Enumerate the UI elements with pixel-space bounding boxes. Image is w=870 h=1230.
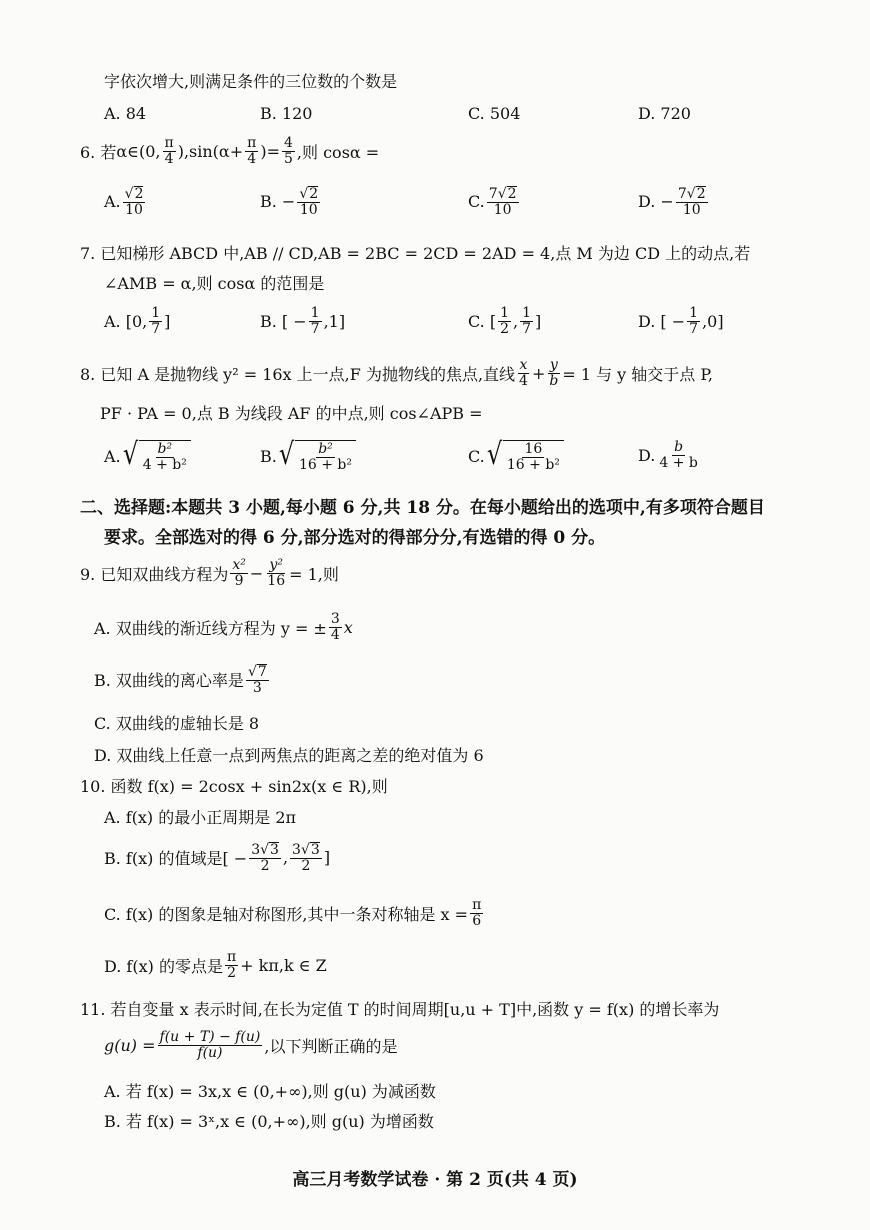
q8-option-c: C. √ $\frac{16}{\text{16 + b²}}$ <box>468 440 564 472</box>
q11-option-a: A. 若 f(x) = 3x,x ∈ (0,+∞),则 g(u) 为减函数 <box>104 1082 436 1101</box>
q6-number: 6. 若 <box>80 142 117 162</box>
q11-stem-line1: 11. 若自变量 x 表示时间,在长为定值 T 的时间周期[u,u + T]中,函数 y = f(x) 的增长率为 <box>80 1000 720 1019</box>
q7-option-c: C. [ $\frac{1}{2}$ , $\frac{1}{7}$ ] <box>468 305 542 337</box>
q8-option-b: B. √ $\frac{\text{b²}}{\text{16 + b²}}$ <box>260 440 356 472</box>
q5-option-c: C. 504 <box>468 104 521 123</box>
section2-line2: 要求。全部选对的得 6 分,部分选对的得部分分,有选错的得 0 分。 <box>104 528 606 548</box>
q7-option-b: B. [ − $\frac{1}{7}$ ,1] <box>260 305 346 337</box>
q9-option-a: A. 双曲线的渐近线方程为 y = ± $\frac{3}{4}$ x <box>94 611 353 643</box>
q11-growth-rate-formula: g(u) = $\frac{f(u + T) - f(u)}{f(u)}$ ,以下判断正确的是 <box>104 1029 398 1061</box>
q5-option-d: D. 720 <box>638 104 691 123</box>
q6-text-1: α∈(0, <box>116 141 161 161</box>
section2-line1: 二、选择题:本题共 3 小题,每小题 6 分,共 18 分。在每小题给出的选项中,有多项符合题目 <box>80 498 765 518</box>
q7-option-a: A. [0, $\frac{1}{7}$ ] <box>104 305 171 337</box>
q7-stem-line1: 7. 已知梯形 ABCD 中,AB // CD,AB = 2BC = 2CD = 2AD = 4,点 M 为边 CD 上的动点,若 <box>80 244 751 263</box>
q6-text-2: ),sin(α+ <box>177 141 244 161</box>
q8-option-a: A. √ $\frac{\text{b²}}{\text{4 + b²}}$ <box>104 440 191 472</box>
q6-option-c: C. $\frac{7√2}{10}$ <box>468 186 517 218</box>
q8-stem-line2: PF · PA = 0,点 B 为线段 AF 的中点,则 cos∠APB = <box>100 404 483 423</box>
q11-option-b: B. 若 f(x) = 3ˣ,x ∈ (0,+∞),则 g(u) 为增函数 <box>104 1112 434 1131</box>
q5-stem-continuation: 字依次增大,则满足条件的三位数的个数是 <box>104 72 398 91</box>
q7-stem-line2: ∠AMB = α,则 cosα 的范围是 <box>104 274 325 293</box>
q8-stem-line1: 8. 已知 A 是抛物线 y² = 16x 上一点,F 为抛物线的焦点,直线 $\frac{x}{4}$ + $\frac{y}{b}$ = 1 与 y 轴交于点 P, <box>80 357 713 389</box>
q8-option-d: D. $\frac{b}{4 + b}$ <box>638 439 698 471</box>
q6-stem <box>80 136 379 166</box>
q6-frac-pi-4b: $\frac{\pi}{4}$ <box>247 135 257 167</box>
q6-option-b: B. − $\frac{√2}{10}$ <box>260 186 319 218</box>
q5-option-b: B. 120 <box>260 104 313 123</box>
q9-option-c: C. 双曲线的虚轴长是 8 <box>94 714 260 733</box>
q9-stem: 9. 已知双曲线方程为 $\frac{\text{x²}}{9}$ − $\frac{\text{y²}}{16}$ = 1,则 <box>80 557 339 589</box>
q7-option-d: D. [ − $\frac{1}{7}$ ,0] <box>638 305 724 337</box>
q6-frac-pi-4: $\frac{\pi}{4}$ <box>164 135 174 167</box>
q10-stem: 10. 函数 f(x) = 2cosx + sin2x(x ∈ R),则 <box>80 777 388 796</box>
q10-option-d: D. f(x) 的零点是 $\frac{\pi}{2}$ + kπ,k ∈ Z <box>104 949 327 981</box>
q9-option-b: B. 双曲线的离心率是 $\frac{√7}{3}$ <box>94 664 267 696</box>
q6-text-3: )= <box>260 141 280 161</box>
q6-frac-4-5: $\frac{4}{5}$ <box>284 135 293 167</box>
q6-option-d: D. − $\frac{7√2}{10}$ <box>638 186 706 218</box>
q10-option-c: C. f(x) 的图象是轴对称图形,其中一条对称轴是 x = $\frac{\pi}{6}$ <box>104 897 482 929</box>
q5-option-a: A. 84 <box>104 104 147 123</box>
q6-option-a: A. $\frac{√2}{10}$ <box>104 186 144 218</box>
q9-option-d: D. 双曲线上任意一点到两焦点的距离之差的绝对值为 6 <box>94 746 484 765</box>
q10-option-b: B. f(x) 的值域是[ − $\frac{3√3}{2}$ , $\frac{3√3}{2}$ ] <box>104 842 331 874</box>
q6-text-4: ,则 cosα = <box>296 142 380 162</box>
q10-option-a: A. f(x) 的最小正周期是 2π <box>104 808 297 827</box>
page-footer: 高三月考数学试卷 · 第 2 页(共 4 页) <box>292 1170 578 1190</box>
